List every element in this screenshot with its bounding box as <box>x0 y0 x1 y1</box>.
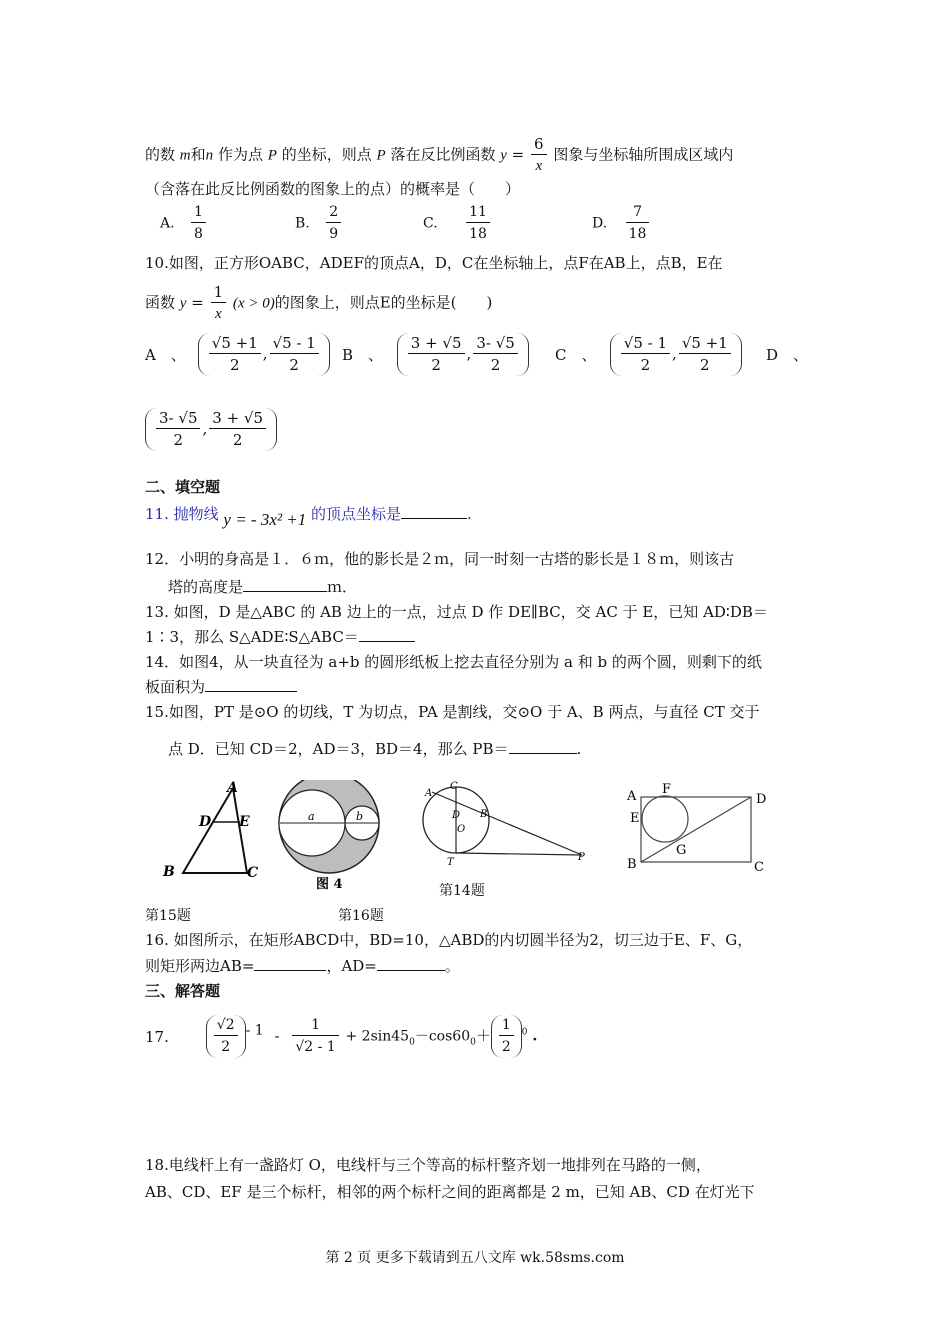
q10-option-c: C 、 $\frac{√5 - 1}{2}$ , $\frac{√5 +1}{2}$ <box>555 333 742 376</box>
q9-option-c: C. $\frac{11}{18}$ <box>423 202 492 245</box>
page-footer: 第 2 页 更多下载请到五八文库 wk.58sms.com <box>325 1250 625 1266</box>
q14-line1: 14．如图4，从一块直径为 a+b 的圆形纸板上挖去直径分别为 a 和 b 的两个圆，则剩下的纸 <box>145 653 762 671</box>
rect-label-b: B <box>627 857 637 872</box>
q11: 11. 抛物线 y = - 3x² +1 的顶点坐标是 . <box>145 505 472 529</box>
sec-label-p: P <box>578 852 585 863</box>
triangle-figure <box>155 778 265 883</box>
q10-option-d-label: D 、 <box>766 346 809 364</box>
tri-label-b: B <box>163 864 175 880</box>
q12-line2: 塔的高度是 ｍ． <box>168 578 358 596</box>
q14-line2: 板面积为 <box>145 676 297 697</box>
sec-label-o: O <box>457 824 466 835</box>
q13-line2: 1∶3，那么 S△ADE∶S△ABC＝ <box>145 626 415 647</box>
tri-label-d: D <box>199 814 212 830</box>
sec-label-t: T <box>447 857 454 868</box>
fig4-caption: 图 4 <box>316 877 343 892</box>
q9-line1: 的数 m和n 作为点 P 的坐标，则点 P 落在反比例函数 y = $\frac{6}{x}$ 图象与坐标轴所围成区域内 <box>145 134 733 177</box>
q18-line2: AB、CD、EF 是三个标杆，相邻的两个标杆之间的距离都是 2 m，已知 AB、CD 在灯光下 <box>145 1183 755 1201</box>
q18-line1: 18.电线杆上有一盏路灯 O，电线杆与三个等高的标杆整齐划一地排列在马路的一侧， <box>145 1156 711 1174</box>
q10-line2: 函数 y = $\frac{1}{x}$ (x > 0)的图象上，则点E的坐标是( ) <box>145 283 493 322</box>
circle-label-a: a <box>308 810 315 823</box>
q16-line2: 则矩形两边AB= ，AD= 。 <box>145 957 460 975</box>
q10-option-a: A 、 $\frac{√5 +1}{2}$ , $\frac{√5 - 1}{2}$ <box>145 333 330 376</box>
q9-option-b: B. $\frac{2}{9}$ <box>295 202 343 245</box>
q10-option-d: $\frac{3- √5}{2}$ , $\frac{3 + √5}{2}$ <box>145 408 277 451</box>
circle-label-b: b <box>356 810 364 823</box>
section-solve: 三、解答题 <box>145 982 221 1000</box>
q9-line2: （含落在此反比例函数的图象上的点）的概率是（ ） <box>145 180 521 198</box>
q15-line2: 点 D．已知 CD＝2，AD＝3，BD＝4，那么 PB＝ . <box>168 740 582 758</box>
q12-line1: 12．小明的身高是１．６ｍ，他的影长是２ｍ，同一时刻一古塔的影长是１８ｍ，则该古 <box>145 550 735 568</box>
secant-figure <box>420 780 595 870</box>
q9-p2: P <box>376 147 386 164</box>
sec-label-b: B <box>480 809 488 820</box>
q9-option-a: A. $\frac{1}{8}$ <box>160 202 208 245</box>
rect-label-f: F <box>662 782 672 797</box>
q13-line1: 13. 如图，D 是△ABC 的 AB 边上的一点，过点 D 作 DE∥BC，交 AC 于 E，已知 AD∶DB＝ <box>145 603 768 621</box>
rect-label-g: G <box>676 843 687 858</box>
rect-label-e: E <box>630 811 640 826</box>
q16-line1: 16. 如图所示，在矩形ABCD中，BD=10，△ABD的内切圆半径为2，切三边于E、F、G， <box>145 931 753 949</box>
section-fill-in: 二、填空题 <box>145 478 221 496</box>
rect-label-d: D <box>756 792 767 807</box>
q15-line1: 15.如图，PT 是⊙O 的切线，T 为切点，PA 是割线，交⊙O 于 A、B 两点，与直径 CT 交于 <box>145 703 760 721</box>
q9-fraction: $\frac{6}{x}$ <box>531 134 547 177</box>
sec-label-a: A <box>425 788 433 799</box>
q9-option-d: D. $\frac{7}{18}$ <box>592 202 651 245</box>
tri-label-e: E <box>239 814 250 830</box>
q10-option-b: B 、 $\frac{3 + √5}{2}$ , $\frac{3- √5}{2}$ <box>342 333 529 376</box>
sec-label-c: C <box>450 781 458 792</box>
caption-fig16: 第16题 <box>338 908 384 924</box>
rectangle-figure <box>620 778 770 878</box>
q17: 17. $\frac{√2}{2}$ $^{- 1}$ - $\frac{1}{√2 - 1}$ + $2\sin 45_0-\cos 60_0+$ $\frac{1}{2}$ $^0$ . <box>145 1015 538 1058</box>
sec-label-d: D <box>452 810 461 821</box>
tri-label-a: A <box>227 780 238 796</box>
caption-fig15: 第15题 <box>145 908 191 924</box>
rect-label-c: C <box>754 860 764 875</box>
circles-figure <box>276 780 386 900</box>
rect-label-a: A <box>627 789 637 804</box>
q10-line1: 10.如图，正方形OABC，ADEF的顶点A，D，C在坐标轴上，点F在AB上，点B，E在 <box>145 254 723 272</box>
tri-label-c: C <box>247 865 259 881</box>
caption-fig14: 第14题 <box>439 883 485 899</box>
